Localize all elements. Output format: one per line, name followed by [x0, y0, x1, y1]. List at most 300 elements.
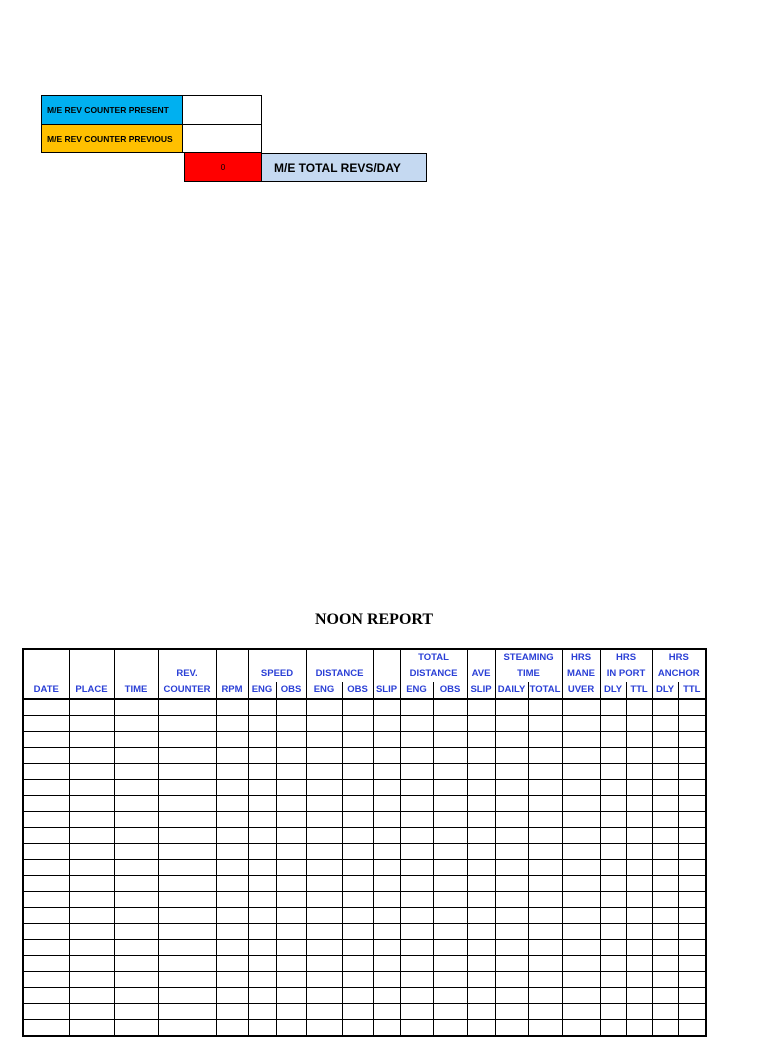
table-cell[interactable]: [342, 716, 373, 732]
table-cell[interactable]: [23, 828, 69, 844]
table-cell[interactable]: [373, 972, 400, 988]
table-cell[interactable]: [158, 1004, 216, 1020]
table-cell[interactable]: [23, 1020, 69, 1037]
table-cell[interactable]: [467, 988, 495, 1004]
table-cell[interactable]: [528, 1020, 562, 1037]
table-cell[interactable]: [276, 764, 306, 780]
table-cell[interactable]: [433, 1004, 467, 1020]
table-cell[interactable]: [342, 892, 373, 908]
table-cell[interactable]: [433, 748, 467, 764]
table-cell[interactable]: [69, 860, 114, 876]
table-cell[interactable]: [626, 780, 652, 796]
table-cell[interactable]: [562, 699, 600, 716]
table-cell[interactable]: [306, 748, 342, 764]
table-cell[interactable]: [528, 1004, 562, 1020]
table-cell[interactable]: [276, 796, 306, 812]
table-cell[interactable]: [23, 892, 69, 908]
table-cell[interactable]: [69, 844, 114, 860]
table-cell[interactable]: [276, 812, 306, 828]
table-cell[interactable]: [528, 716, 562, 732]
table-cell[interactable]: [276, 924, 306, 940]
table-cell[interactable]: [23, 812, 69, 828]
table-cell[interactable]: [114, 699, 158, 716]
table-cell[interactable]: [342, 844, 373, 860]
table-cell[interactable]: [626, 844, 652, 860]
table-cell[interactable]: [400, 988, 433, 1004]
table-cell[interactable]: [373, 988, 400, 1004]
table-cell[interactable]: [495, 1020, 528, 1037]
table-cell[interactable]: [216, 699, 248, 716]
table-cell[interactable]: [114, 908, 158, 924]
table-cell[interactable]: [495, 780, 528, 796]
table-cell[interactable]: [216, 876, 248, 892]
table-cell[interactable]: [216, 924, 248, 940]
table-cell[interactable]: [248, 1020, 276, 1037]
table-cell[interactable]: [495, 956, 528, 972]
table-cell[interactable]: [433, 764, 467, 780]
table-cell[interactable]: [342, 699, 373, 716]
table-cell[interactable]: [652, 748, 678, 764]
table-cell[interactable]: [158, 860, 216, 876]
table-cell[interactable]: [652, 780, 678, 796]
table-cell[interactable]: [400, 860, 433, 876]
table-cell[interactable]: [467, 908, 495, 924]
table-cell[interactable]: [652, 876, 678, 892]
table-cell[interactable]: [528, 748, 562, 764]
table-cell[interactable]: [158, 796, 216, 812]
table-cell[interactable]: [433, 908, 467, 924]
table-cell[interactable]: [306, 876, 342, 892]
table-cell[interactable]: [433, 940, 467, 956]
table-cell[interactable]: [562, 796, 600, 812]
table-cell[interactable]: [342, 812, 373, 828]
table-cell[interactable]: [216, 812, 248, 828]
table-cell[interactable]: [342, 780, 373, 796]
table-cell[interactable]: [652, 844, 678, 860]
table-cell[interactable]: [433, 716, 467, 732]
table-cell[interactable]: [276, 844, 306, 860]
table-cell[interactable]: [467, 860, 495, 876]
table-cell[interactable]: [216, 1004, 248, 1020]
table-cell[interactable]: [248, 908, 276, 924]
table-cell[interactable]: [114, 748, 158, 764]
table-cell[interactable]: [373, 748, 400, 764]
table-cell[interactable]: [114, 892, 158, 908]
table-cell[interactable]: [248, 780, 276, 796]
table-cell[interactable]: [276, 860, 306, 876]
table-cell[interactable]: [23, 940, 69, 956]
table-cell[interactable]: [306, 812, 342, 828]
table-cell[interactable]: [528, 828, 562, 844]
table-cell[interactable]: [373, 940, 400, 956]
table-cell[interactable]: [69, 828, 114, 844]
table-cell[interactable]: [158, 812, 216, 828]
table-cell[interactable]: [678, 956, 706, 972]
table-cell[interactable]: [158, 828, 216, 844]
table-cell[interactable]: [678, 764, 706, 780]
table-cell[interactable]: [306, 1004, 342, 1020]
table-cell[interactable]: [23, 1004, 69, 1020]
table-cell[interactable]: [158, 764, 216, 780]
table-cell[interactable]: [69, 1020, 114, 1037]
table-cell[interactable]: [158, 732, 216, 748]
table-cell[interactable]: [69, 699, 114, 716]
table-cell[interactable]: [433, 860, 467, 876]
table-cell[interactable]: [248, 812, 276, 828]
table-cell[interactable]: [433, 732, 467, 748]
table-cell[interactable]: [342, 988, 373, 1004]
table-cell[interactable]: [373, 892, 400, 908]
table-cell[interactable]: [342, 860, 373, 876]
table-cell[interactable]: [69, 732, 114, 748]
table-cell[interactable]: [467, 732, 495, 748]
table-cell[interactable]: [23, 860, 69, 876]
table-cell[interactable]: [652, 940, 678, 956]
table-cell[interactable]: [276, 1020, 306, 1037]
table-cell[interactable]: [626, 924, 652, 940]
table-cell[interactable]: [495, 924, 528, 940]
table-cell[interactable]: [467, 956, 495, 972]
table-cell[interactable]: [528, 988, 562, 1004]
table-cell[interactable]: [495, 732, 528, 748]
table-cell[interactable]: [433, 892, 467, 908]
table-cell[interactable]: [467, 892, 495, 908]
table-cell[interactable]: [400, 972, 433, 988]
table-cell[interactable]: [626, 940, 652, 956]
table-cell[interactable]: [69, 1004, 114, 1020]
table-cell[interactable]: [467, 748, 495, 764]
table-cell[interactable]: [342, 908, 373, 924]
table-cell[interactable]: [306, 716, 342, 732]
table-cell[interactable]: [342, 1020, 373, 1037]
table-cell[interactable]: [114, 940, 158, 956]
rev-counter-previous-value[interactable]: [183, 124, 262, 153]
table-cell[interactable]: [373, 860, 400, 876]
table-cell[interactable]: [495, 860, 528, 876]
table-cell[interactable]: [306, 860, 342, 876]
table-cell[interactable]: [433, 812, 467, 828]
table-cell[interactable]: [373, 1004, 400, 1020]
table-cell[interactable]: [158, 748, 216, 764]
table-cell[interactable]: [158, 844, 216, 860]
table-cell[interactable]: [600, 892, 626, 908]
table-cell[interactable]: [248, 876, 276, 892]
table-cell[interactable]: [342, 940, 373, 956]
table-cell[interactable]: [600, 828, 626, 844]
table-cell[interactable]: [433, 844, 467, 860]
table-cell[interactable]: [495, 844, 528, 860]
table-cell[interactable]: [400, 780, 433, 796]
table-cell[interactable]: [400, 828, 433, 844]
table-cell[interactable]: [600, 924, 626, 940]
table-cell[interactable]: [467, 828, 495, 844]
table-cell[interactable]: [600, 699, 626, 716]
table-cell[interactable]: [69, 780, 114, 796]
table-cell[interactable]: [342, 1004, 373, 1020]
table-cell[interactable]: [158, 956, 216, 972]
table-cell[interactable]: [373, 699, 400, 716]
table-cell[interactable]: [626, 956, 652, 972]
table-cell[interactable]: [23, 699, 69, 716]
table-cell[interactable]: [373, 764, 400, 780]
table-cell[interactable]: [342, 748, 373, 764]
table-cell[interactable]: [562, 924, 600, 940]
table-cell[interactable]: [467, 940, 495, 956]
table-cell[interactable]: [373, 956, 400, 972]
table-cell[interactable]: [626, 716, 652, 732]
table-cell[interactable]: [678, 892, 706, 908]
table-cell[interactable]: [306, 892, 342, 908]
table-cell[interactable]: [306, 940, 342, 956]
table-cell[interactable]: [400, 876, 433, 892]
table-cell[interactable]: [433, 972, 467, 988]
table-cell[interactable]: [23, 780, 69, 796]
table-cell[interactable]: [678, 988, 706, 1004]
table-cell[interactable]: [678, 940, 706, 956]
table-cell[interactable]: [400, 956, 433, 972]
table-cell[interactable]: [400, 940, 433, 956]
table-cell[interactable]: [248, 732, 276, 748]
table-cell[interactable]: [528, 796, 562, 812]
table-cell[interactable]: [23, 924, 69, 940]
table-cell[interactable]: [373, 924, 400, 940]
table-cell[interactable]: [562, 732, 600, 748]
table-cell[interactable]: [495, 796, 528, 812]
table-cell[interactable]: [216, 1020, 248, 1037]
table-cell[interactable]: [158, 972, 216, 988]
table-cell[interactable]: [248, 956, 276, 972]
table-cell[interactable]: [216, 780, 248, 796]
table-cell[interactable]: [652, 732, 678, 748]
table-cell[interactable]: [678, 828, 706, 844]
table-cell[interactable]: [562, 940, 600, 956]
table-cell[interactable]: [678, 716, 706, 732]
table-cell[interactable]: [562, 972, 600, 988]
table-cell[interactable]: [652, 988, 678, 1004]
table-cell[interactable]: [528, 812, 562, 828]
table-cell[interactable]: [216, 860, 248, 876]
table-cell[interactable]: [495, 764, 528, 780]
table-cell[interactable]: [373, 844, 400, 860]
table-cell[interactable]: [600, 1020, 626, 1037]
table-cell[interactable]: [433, 699, 467, 716]
table-cell[interactable]: [678, 748, 706, 764]
table-cell[interactable]: [528, 956, 562, 972]
table-cell[interactable]: [528, 764, 562, 780]
table-cell[interactable]: [495, 828, 528, 844]
table-cell[interactable]: [373, 796, 400, 812]
table-cell[interactable]: [626, 732, 652, 748]
table-cell[interactable]: [158, 699, 216, 716]
table-cell[interactable]: [276, 988, 306, 1004]
table-cell[interactable]: [69, 812, 114, 828]
table-cell[interactable]: [433, 876, 467, 892]
table-cell[interactable]: [678, 876, 706, 892]
table-cell[interactable]: [562, 812, 600, 828]
table-cell[interactable]: [114, 828, 158, 844]
table-cell[interactable]: [467, 796, 495, 812]
table-cell[interactable]: [600, 732, 626, 748]
table-cell[interactable]: [69, 924, 114, 940]
table-cell[interactable]: [216, 764, 248, 780]
table-cell[interactable]: [562, 748, 600, 764]
table-cell[interactable]: [23, 844, 69, 860]
table-cell[interactable]: [216, 972, 248, 988]
table-cell[interactable]: [114, 796, 158, 812]
table-cell[interactable]: [216, 796, 248, 812]
table-cell[interactable]: [114, 780, 158, 796]
table-cell[interactable]: [373, 828, 400, 844]
table-cell[interactable]: [626, 1004, 652, 1020]
table-cell[interactable]: [276, 876, 306, 892]
table-cell[interactable]: [652, 860, 678, 876]
table-cell[interactable]: [600, 860, 626, 876]
table-cell[interactable]: [69, 892, 114, 908]
table-cell[interactable]: [306, 732, 342, 748]
table-cell[interactable]: [626, 699, 652, 716]
table-cell[interactable]: [467, 716, 495, 732]
table-cell[interactable]: [600, 988, 626, 1004]
table-cell[interactable]: [652, 796, 678, 812]
table-cell[interactable]: [495, 892, 528, 908]
table-cell[interactable]: [306, 972, 342, 988]
table-cell[interactable]: [373, 732, 400, 748]
table-cell[interactable]: [600, 908, 626, 924]
table-cell[interactable]: [276, 732, 306, 748]
table-cell[interactable]: [114, 812, 158, 828]
table-cell[interactable]: [678, 780, 706, 796]
table-cell[interactable]: [400, 796, 433, 812]
table-cell[interactable]: [562, 892, 600, 908]
table-cell[interactable]: [23, 732, 69, 748]
table-cell[interactable]: [342, 732, 373, 748]
table-cell[interactable]: [626, 860, 652, 876]
table-cell[interactable]: [158, 988, 216, 1004]
table-cell[interactable]: [23, 956, 69, 972]
table-cell[interactable]: [23, 764, 69, 780]
table-cell[interactable]: [216, 732, 248, 748]
table-cell[interactable]: [600, 956, 626, 972]
table-cell[interactable]: [248, 892, 276, 908]
table-cell[interactable]: [626, 1020, 652, 1037]
table-cell[interactable]: [652, 1004, 678, 1020]
table-cell[interactable]: [342, 796, 373, 812]
table-cell[interactable]: [678, 844, 706, 860]
table-cell[interactable]: [306, 956, 342, 972]
table-cell[interactable]: [276, 780, 306, 796]
table-cell[interactable]: [216, 828, 248, 844]
table-cell[interactable]: [276, 972, 306, 988]
table-cell[interactable]: [678, 860, 706, 876]
table-cell[interactable]: [276, 956, 306, 972]
table-cell[interactable]: [69, 972, 114, 988]
table-cell[interactable]: [276, 699, 306, 716]
table-cell[interactable]: [306, 699, 342, 716]
table-cell[interactable]: [114, 1004, 158, 1020]
table-cell[interactable]: [495, 940, 528, 956]
table-cell[interactable]: [400, 748, 433, 764]
table-cell[interactable]: [248, 924, 276, 940]
table-cell[interactable]: [652, 908, 678, 924]
table-cell[interactable]: [467, 780, 495, 796]
table-cell[interactable]: [528, 908, 562, 924]
table-cell[interactable]: [69, 908, 114, 924]
table-cell[interactable]: [23, 908, 69, 924]
table-cell[interactable]: [467, 1020, 495, 1037]
table-cell[interactable]: [216, 988, 248, 1004]
table-cell[interactable]: [433, 988, 467, 1004]
table-cell[interactable]: [276, 716, 306, 732]
table-cell[interactable]: [306, 924, 342, 940]
table-cell[interactable]: [652, 924, 678, 940]
table-cell[interactable]: [114, 988, 158, 1004]
table-cell[interactable]: [158, 924, 216, 940]
table-cell[interactable]: [69, 748, 114, 764]
table-cell[interactable]: [626, 828, 652, 844]
table-cell[interactable]: [248, 1004, 276, 1020]
table-cell[interactable]: [600, 1004, 626, 1020]
table-cell[interactable]: [306, 828, 342, 844]
table-cell[interactable]: [306, 988, 342, 1004]
table-cell[interactable]: [626, 812, 652, 828]
table-cell[interactable]: [248, 860, 276, 876]
table-cell[interactable]: [600, 796, 626, 812]
table-cell[interactable]: [248, 764, 276, 780]
table-cell[interactable]: [23, 972, 69, 988]
table-cell[interactable]: [433, 924, 467, 940]
table-cell[interactable]: [276, 828, 306, 844]
table-cell[interactable]: [69, 764, 114, 780]
table-cell[interactable]: [114, 972, 158, 988]
table-cell[interactable]: [373, 812, 400, 828]
table-cell[interactable]: [69, 956, 114, 972]
table-cell[interactable]: [467, 1004, 495, 1020]
table-cell[interactable]: [158, 716, 216, 732]
table-cell[interactable]: [114, 876, 158, 892]
table-cell[interactable]: [652, 716, 678, 732]
table-cell[interactable]: [652, 812, 678, 828]
table-cell[interactable]: [495, 988, 528, 1004]
table-cell[interactable]: [678, 796, 706, 812]
table-cell[interactable]: [276, 908, 306, 924]
table-cell[interactable]: [342, 956, 373, 972]
table-cell[interactable]: [626, 892, 652, 908]
table-cell[interactable]: [652, 1020, 678, 1037]
table-cell[interactable]: [216, 908, 248, 924]
table-cell[interactable]: [373, 908, 400, 924]
table-cell[interactable]: [600, 940, 626, 956]
table-cell[interactable]: [495, 972, 528, 988]
table-cell[interactable]: [158, 876, 216, 892]
table-cell[interactable]: [495, 716, 528, 732]
table-cell[interactable]: [306, 1020, 342, 1037]
table-cell[interactable]: [562, 860, 600, 876]
table-cell[interactable]: [528, 844, 562, 860]
table-cell[interactable]: [114, 764, 158, 780]
table-cell[interactable]: [562, 1020, 600, 1037]
table-cell[interactable]: [400, 716, 433, 732]
table-cell[interactable]: [114, 844, 158, 860]
table-cell[interactable]: [600, 764, 626, 780]
table-cell[interactable]: [69, 940, 114, 956]
table-cell[interactable]: [306, 764, 342, 780]
table-cell[interactable]: [158, 908, 216, 924]
table-cell[interactable]: [248, 716, 276, 732]
table-cell[interactable]: [23, 988, 69, 1004]
table-cell[interactable]: [216, 844, 248, 860]
table-cell[interactable]: [400, 924, 433, 940]
table-cell[interactable]: [678, 732, 706, 748]
